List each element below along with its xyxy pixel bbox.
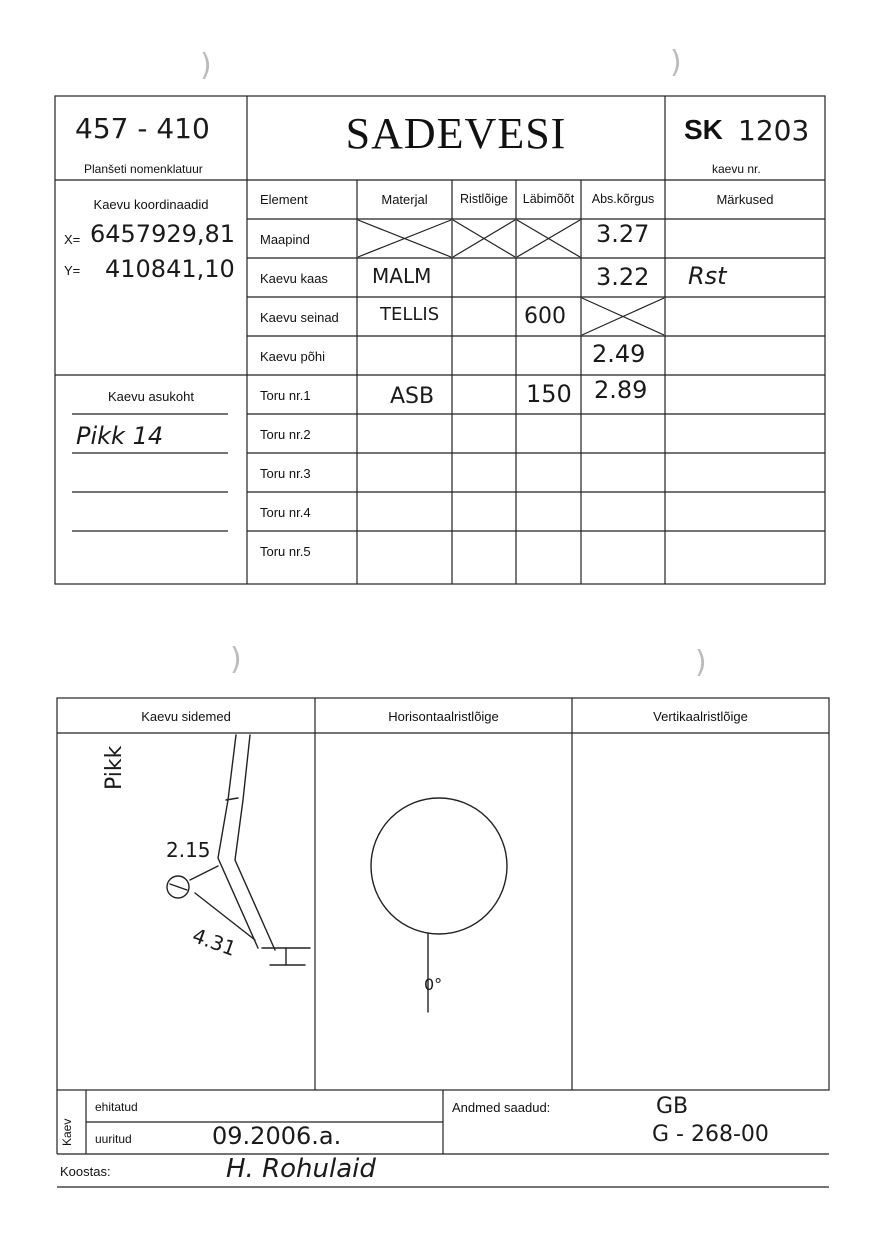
andmed-value: G - 268-00 [652,1122,769,1147]
col-header-markused: Märkused [716,192,774,207]
x-prefix: X= [64,232,81,247]
row-element: Toru nr.4 [260,505,311,520]
punch-hole-mark: ) [230,642,242,677]
y-prefix: Y= [64,263,81,278]
punch-hole-mark: ) [200,48,212,83]
col-header-element: Element [260,192,308,207]
distance-label: 2.15 [166,838,211,862]
nomenclature-value: 457 - 410 [75,112,210,145]
footer-side-label: Kaev [60,1118,74,1146]
row-element: Maapind [260,232,310,247]
row-element: Kaevu kaas [260,271,328,286]
col-header-materjal: Materjal [381,192,428,207]
cell-abs-kaas: 3.22 [596,263,650,291]
cell-abs-maapind: 3.27 [596,220,650,248]
well-number: 1203 [738,114,810,147]
punch-hole-mark: ) [670,45,682,80]
col-header-labimoot: Läbimõõt [522,192,575,206]
cell-labimoot-toru1: 150 [526,380,572,408]
cell-labimoot-seinad: 600 [524,304,566,329]
cell-materjal-kaas: MALM [372,264,432,288]
col-header-abs: Abs.kõrgus [591,192,655,206]
angle-mark: 0° [424,975,443,994]
street-label: Pikk [102,745,127,790]
row-element: Toru nr.2 [260,427,311,442]
well-prefix: SK [684,114,723,145]
location-value: Pikk 14 [76,422,164,450]
cell-abs-pohi: 2.49 [592,340,646,368]
page-title: SADEVESI [345,109,567,158]
punch-hole-mark: ) [695,645,707,680]
sketch-header-horisontaal: Horisontaalristlõige [388,709,499,724]
y-value: 410841,10 [105,255,235,283]
koostas-value: H. Rohulaid [226,1154,376,1184]
uuritud-label: uuritud [95,1132,132,1146]
cell-abs-toru1: 2.89 [594,376,648,404]
andmed-value: GB [656,1094,689,1119]
row-element: Toru nr.3 [260,466,311,481]
col-header-ristloige: Ristlõige [460,192,508,206]
cell-materjal-seinad: TELLIS [380,304,440,325]
row-element: Kaevu põhi [260,349,326,364]
ehitatud-label: ehitatud [95,1100,138,1114]
sketch-header-sidemed: Kaevu sidemed [141,709,231,724]
coords-label: Kaevu koordinaadid [93,197,209,212]
distance-label: 4.31 [189,923,240,961]
x-value: 6457929,81 [90,220,236,248]
cell-materjal-toru1: ASB [390,384,435,409]
cell-markused-kaas: Rst [688,262,727,290]
nomenclature-label: Planšeti nomenklatuur [84,162,203,176]
andmed-label: Andmed saadud: [452,1100,551,1115]
row-element: Toru nr.5 [260,544,311,559]
row-element: Kaevu seinad [260,310,339,325]
location-label: Kaevu asukoht [107,389,194,404]
uuritud-value: 09.2006.a. [212,1122,342,1150]
well-label: kaevu nr. [712,162,761,176]
sketch-header-vertikaal: Vertikaalristlõige [653,709,748,724]
row-element: Toru nr.1 [260,388,311,403]
koostas-label: Koostas: [60,1164,111,1179]
